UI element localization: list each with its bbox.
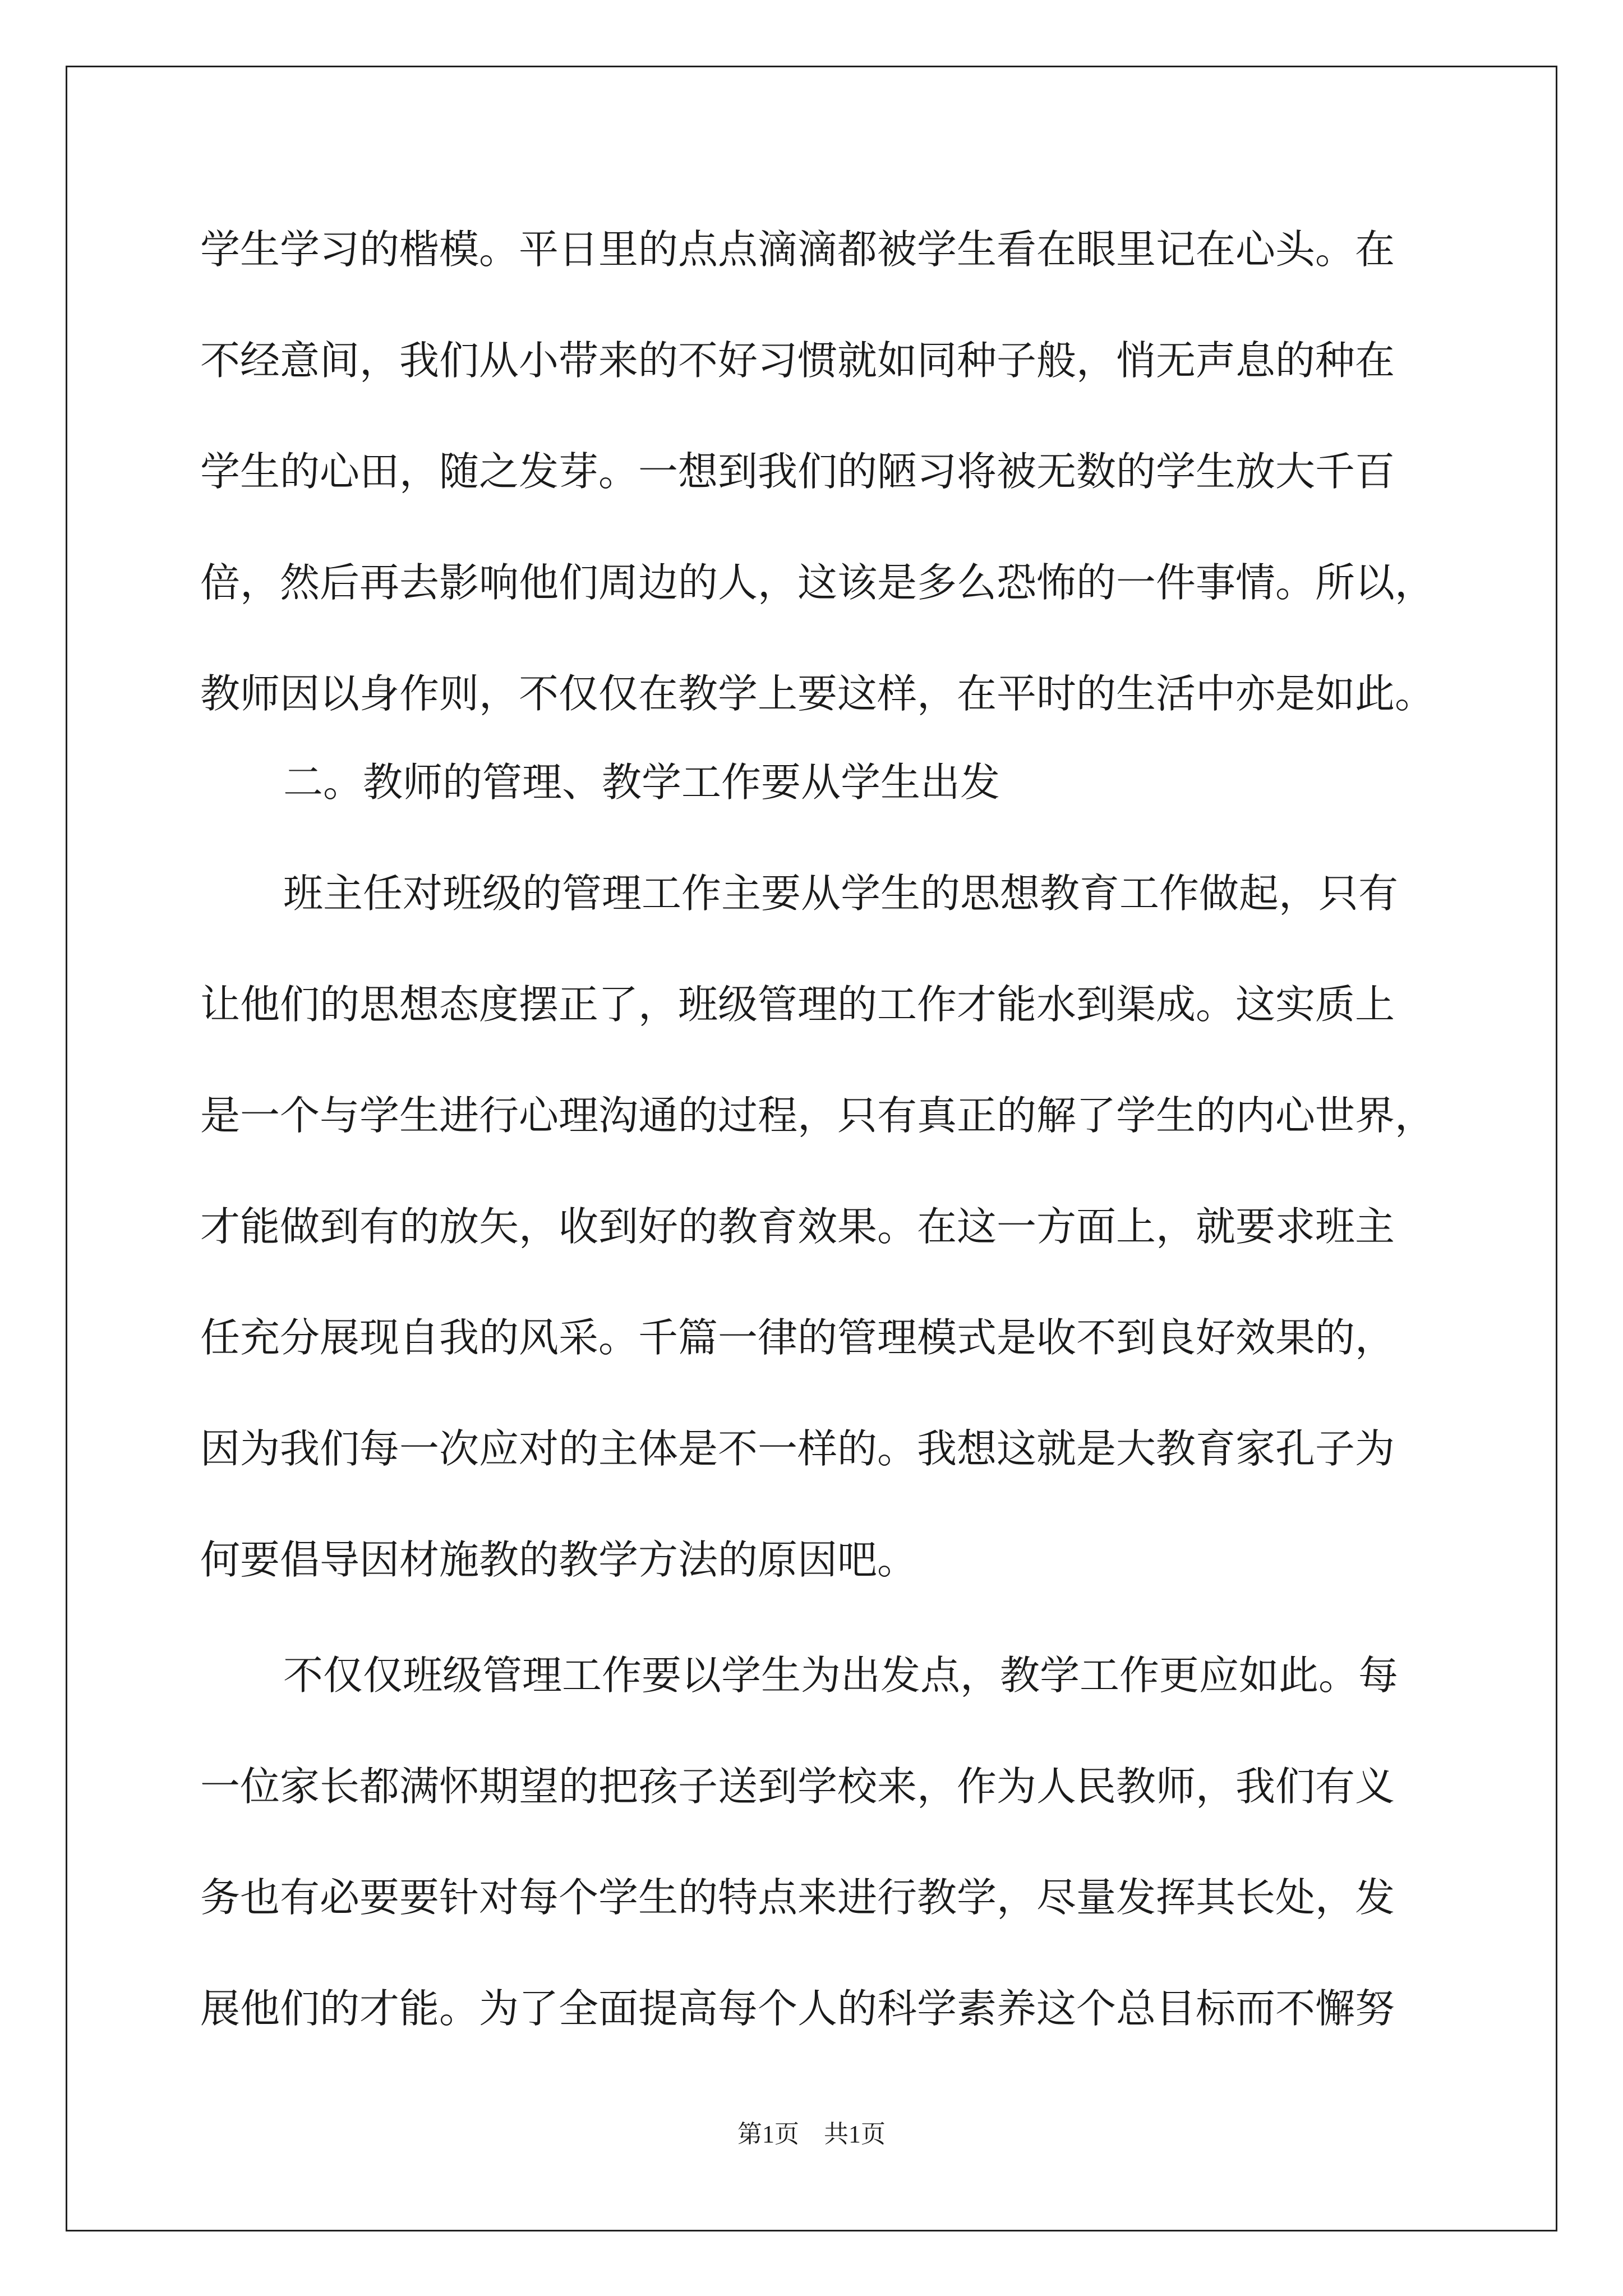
- section-heading: 二。教师的管理、教学工作要从学生出发: [283, 759, 1000, 806]
- text-line: 教师因以身作则，不仅仅在教学上要这样，在平时的生活中亦是如此。: [200, 670, 1435, 717]
- text-line: 一位家长都满怀期望的把孩子送到学校来，作为人民教师，我们有义: [200, 1763, 1395, 1810]
- text-line: 才能做到有的放矢，收到好的教育效果。在这一方面上，就要求班主: [200, 1203, 1395, 1250]
- page-footer: 第1页 共1页: [737, 2120, 886, 2148]
- text-line: 何要倡导因材施教的教学方法的原因吧。: [200, 1536, 917, 1583]
- text-line: 不仅仅班级管理工作要以学生为出发点，教学工作更应如此。每: [283, 1652, 1399, 1699]
- text-line: 展他们的才能。为了全面提高每个人的科学素养这个总目标而不懈努: [200, 1985, 1395, 2032]
- text-line: 因为我们每一次应对的主体是不一样的。我想这就是大教育家孔子为: [200, 1425, 1395, 1472]
- text-line: 班主任对班级的管理工作主要从学生的思想教育工作做起，只有: [283, 870, 1399, 917]
- text-line: 学生的心田，随之发芽。一想到我们的陋习将被无数的学生放大千百: [200, 448, 1395, 495]
- text-line: 是一个与学生进行心理沟通的过程，只有真正的解了学生的内心世界，: [200, 1092, 1435, 1139]
- text-line: 务也有必要要针对每个学生的特点来进行教学，尽量发挥其长处，发: [200, 1874, 1395, 1921]
- text-line: 倍，然后再去影响他们周边的人，这该是多么恐怖的一件事情。所以，: [200, 559, 1435, 606]
- text-line: 任充分展现自我的风采。千篇一律的管理模式是收不到良好效果的，: [200, 1314, 1395, 1361]
- text-line: 让他们的思想态度摆正了，班级管理的工作才能水到渠成。这实质上: [200, 981, 1395, 1028]
- text-line: 学生学习的楷模。平日里的点点滴滴都被学生看在眼里记在心头。在: [200, 226, 1395, 273]
- text-line: 不经意间，我们从小带来的不好习惯就如同种子般，悄无声息的种在: [200, 337, 1395, 384]
